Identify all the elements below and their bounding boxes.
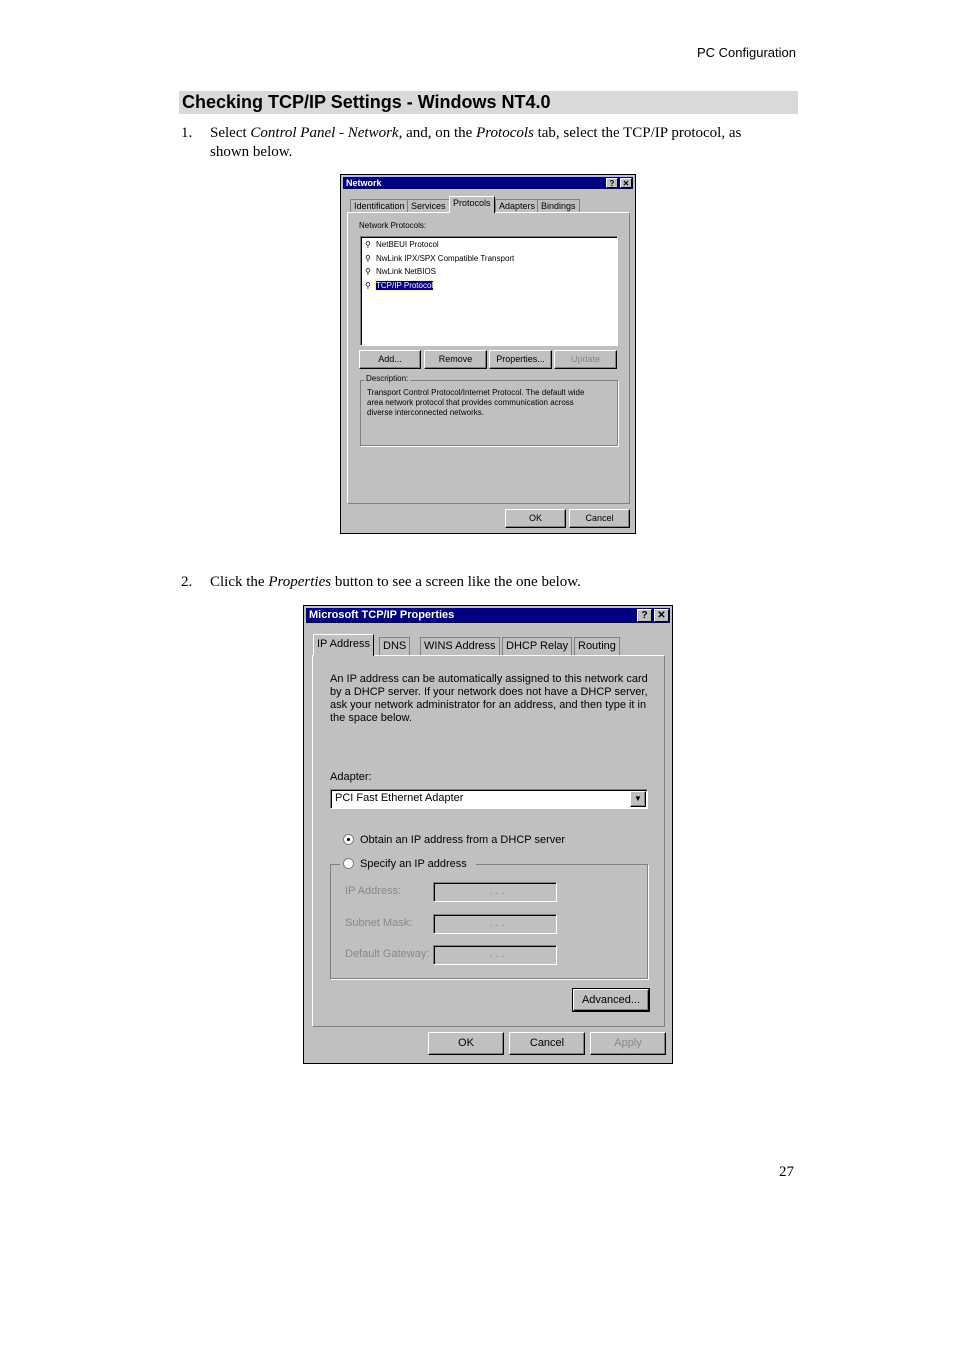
protocols-list[interactable] [360, 236, 618, 346]
list-item[interactable] [365, 253, 514, 265]
list-item-label: NwLink IPX/SPX Compatible Transport [376, 254, 515, 263]
help-button[interactable]: ? [606, 178, 618, 188]
step-text-part: button to see a screen like the one below. [331, 574, 581, 590]
step-text [210, 573, 581, 592]
ip-address-field[interactable]: . . . [433, 882, 557, 902]
section-title: Checking TCP/IP Settings - Windows NT4.0 [179, 91, 798, 114]
tab-adapters[interactable]: Adapters [495, 199, 539, 212]
close-button[interactable]: ✕ [654, 609, 669, 622]
properties-button[interactable]: Properties... [489, 350, 552, 369]
tab-ip-address[interactable]: IP Address [313, 634, 374, 656]
network-dialog [340, 174, 636, 534]
page-number: 27 [779, 1164, 794, 1180]
tab-routing[interactable]: Routing [574, 637, 620, 655]
list-item[interactable] [365, 266, 436, 278]
adapter-value: PCI Fast Ethernet Adapter [335, 792, 464, 804]
radio-dhcp-label[interactable]: Obtain an IP address from a DHCP server [360, 834, 566, 846]
list-item-selected[interactable] [365, 280, 433, 292]
tab-bindings[interactable]: Bindings [537, 199, 580, 212]
tcpip-properties-dialog [303, 605, 673, 1064]
network-protocol-icon: ⚲ [365, 267, 371, 276]
add-button[interactable]: Add... [359, 350, 421, 369]
description-line: diverse interconnected networks. [367, 408, 484, 417]
step-number: 2. [181, 574, 193, 590]
intro-line: An IP address can be automatically assigned to this network card [330, 673, 648, 685]
radio-specify-label[interactable]: Specify an IP address [360, 858, 467, 870]
step-text-part: , and, on the [398, 125, 477, 141]
title-bar [306, 608, 670, 623]
list-item-label: TCP/IP Protocol [376, 281, 434, 290]
step-text-part: tab, select the TCP/IP protocol, as [533, 125, 742, 141]
network-protocol-icon: ⚲ [365, 254, 371, 263]
intro-line: ask your network administrator for an address, and then type it in [330, 699, 647, 711]
tab-identification[interactable]: Identification [350, 199, 409, 212]
description-line: Transport Control Protocol/Internet Protocol. The default wide [367, 388, 585, 397]
ok-button[interactable]: OK [428, 1032, 504, 1055]
intro-line: the space below. [330, 712, 412, 724]
default-gateway-field[interactable]: . . . [433, 945, 557, 965]
ip-address-label: IP Address: [345, 885, 402, 897]
protocols-label: Network Protocols: [359, 221, 427, 230]
advanced-button[interactable]: Advanced... [573, 989, 649, 1011]
update-button[interactable]: Update [554, 350, 617, 369]
cancel-button[interactable]: Cancel [509, 1032, 585, 1055]
subnet-mask-label: Subnet Mask: [345, 917, 413, 929]
step-text-emph: Properties [268, 574, 332, 590]
running-header: PC Configuration [697, 45, 796, 60]
tab-dhcp-relay[interactable]: DHCP Relay [502, 637, 572, 655]
list-item-label: NwLink NetBIOS [376, 267, 437, 276]
network-protocol-icon: ⚲ [365, 281, 371, 290]
tab-protocols[interactable]: Protocols [449, 196, 495, 213]
description-line: area network protocol that provides communication across [367, 398, 574, 407]
cancel-button[interactable]: Cancel [569, 509, 630, 528]
radio-dhcp[interactable] [343, 834, 354, 845]
default-gateway-label: Default Gateway: [345, 948, 430, 960]
apply-button[interactable]: Apply [590, 1032, 666, 1055]
radio-specify[interactable] [343, 858, 354, 869]
step-text-part: Click the [210, 574, 269, 590]
chevron-down-icon[interactable]: ▼ [630, 791, 646, 807]
tab-dns[interactable]: DNS [379, 637, 410, 655]
dialog-title: Network [346, 178, 382, 188]
help-button[interactable]: ? [637, 609, 652, 622]
dialog-title: Microsoft TCP/IP Properties [309, 609, 455, 621]
subnet-mask-field[interactable]: . . . [433, 914, 557, 934]
list-item-label: NetBEUI Protocol [376, 240, 439, 249]
close-button[interactable]: ✕ [620, 178, 632, 188]
remove-button[interactable]: Remove [424, 350, 487, 369]
step-text-emph: Protocols [476, 125, 534, 141]
step-text-line2: shown below. [210, 144, 293, 160]
tab-services[interactable]: Services [407, 199, 450, 212]
intro-line: by a DHCP server. If your network does not have a DHCP server, [330, 686, 648, 698]
description-label: Description: [366, 374, 409, 383]
adapter-label: Adapter: [330, 771, 372, 783]
step-text-emph: Control Panel - Network [250, 125, 399, 141]
tab-wins-address[interactable]: WINS Address [420, 637, 500, 655]
ok-button[interactable]: OK [505, 509, 566, 528]
step-text-part: Select [210, 125, 251, 141]
step-text [210, 124, 741, 143]
adapter-select[interactable] [330, 789, 648, 809]
list-item[interactable] [365, 239, 439, 251]
network-protocol-icon: ⚲ [365, 240, 371, 249]
step-number: 1. [181, 125, 193, 141]
title-bar [343, 177, 633, 189]
